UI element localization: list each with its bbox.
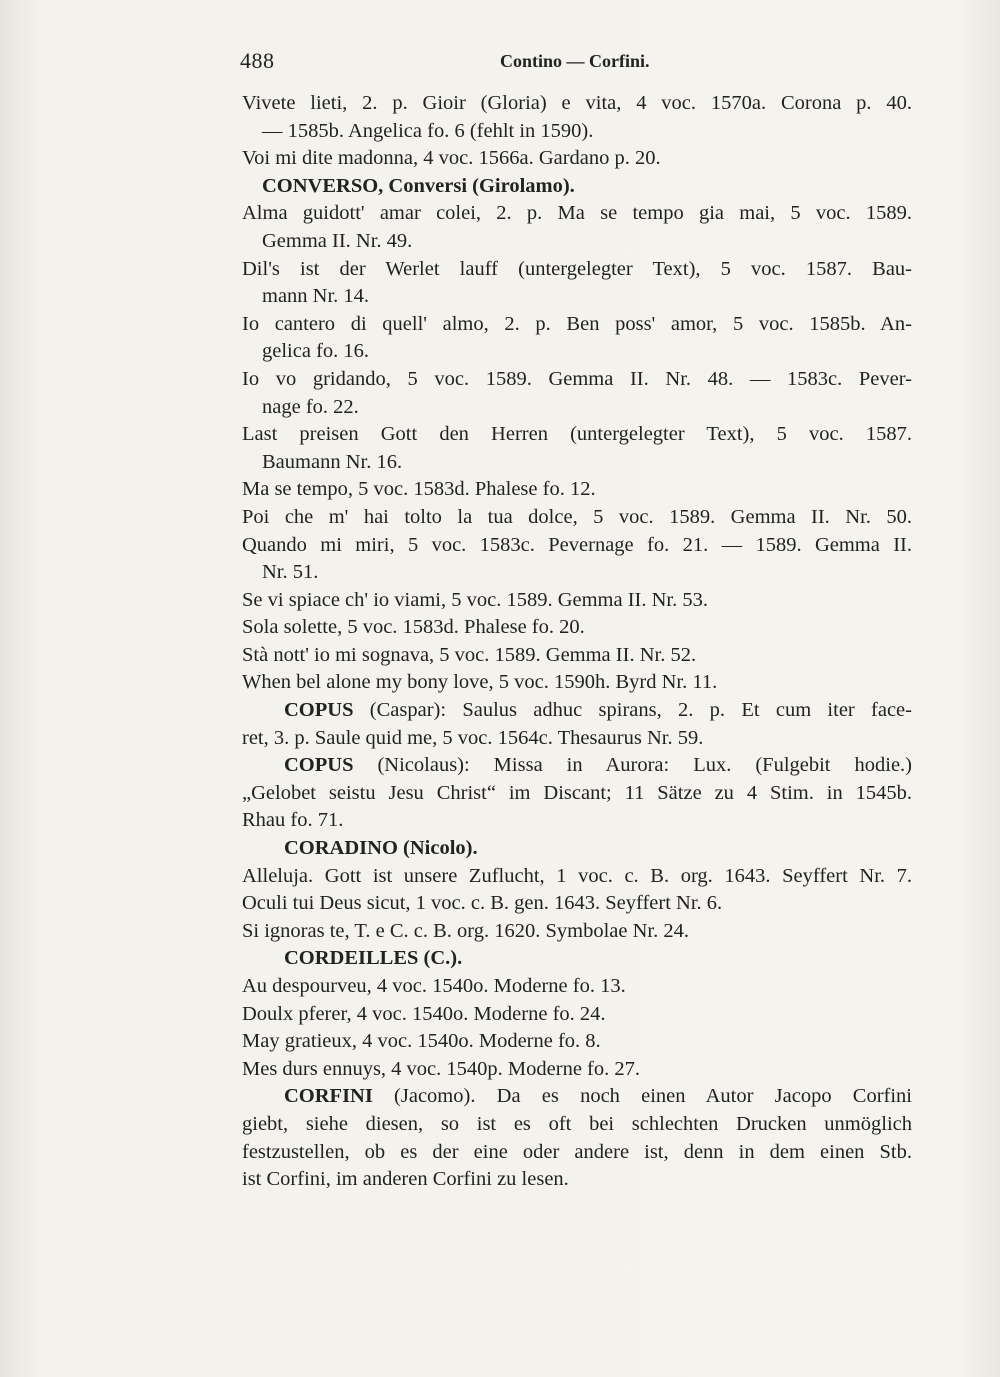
entry-name: COPUS <box>284 754 354 777</box>
text-line: Au despourveu, 4 voc. 1540o. Moderne fo. 13. <box>242 975 626 997</box>
text-line: Baumann Nr. 16. <box>262 450 403 473</box>
text-line: Nr. 51. <box>262 561 319 584</box>
text-line: Poi che m' hai tolto la tua dolce, 5 voc. 1589. Gemma II. Nr. 50. <box>242 505 912 528</box>
text-line: Dil's ist der Werlet lauff (untergelegter Text), 5 voc. 1587. Bau- <box>242 257 912 280</box>
text-line: Voi mi dite madonna, 4 voc. 1566a. Gardano p. 20. <box>242 147 661 170</box>
text-line: Alleluja. Gott ist unsere Zuflucht, 1 voc. c. B. org. 1643. Seyffert Nr. 7. <box>242 864 912 887</box>
text-line: Sola solette, 5 voc. 1583d. Phalese fo. 20. <box>242 616 585 639</box>
text-line: CORDEILLES (C.). <box>284 947 463 970</box>
text-line: Si ignoras te, T. e C. c. B. org. 1620. Symbolae Nr. 24. <box>242 919 689 942</box>
text-line: When bel alone my bony love, 5 voc. 1590h. Byrd Nr. 11. <box>242 671 718 694</box>
text-line: Se vi spiace ch' io viami, 5 voc. 1589. Gemma II. Nr. 53. <box>242 588 708 611</box>
text-line: Quando mi miri, 5 voc. 1583c. Pevernage fo. 21. — 1589. Gemma II. <box>242 533 912 556</box>
text-line: Doulx pferer, 4 voc. 1540o. Moderne fo. 24. <box>242 1002 606 1025</box>
text-line: Rhau fo. 71. <box>242 809 344 832</box>
text-line: festzustellen, ob es der eine oder andere ist, denn in dem einen Stb. <box>242 1140 912 1163</box>
text-line: ist Corfini, im anderen Corfini zu lesen. <box>242 1168 569 1191</box>
entry-rest: (Nicolaus): Missa in Aurora: Lux. (Fulgebit hodie.) <box>353 754 912 777</box>
entry-name: COPUS <box>284 699 354 722</box>
text-line: Io vo gridando, 5 voc. 1589. Gemma II. Nr. 48. — 1583c. Pever- <box>242 367 912 390</box>
text-line: Stà nott' io mi sognava, 5 voc. 1589. Gemma II. Nr. 52. <box>242 643 697 666</box>
running-head: Contino — Corfini. <box>500 51 650 71</box>
text-line: Ma se tempo, 5 voc. 1583d. Phalese fo. 12. <box>242 478 596 501</box>
text-line: Last preisen Gott den Herren (untergelegter Text), 5 voc. 1587. <box>242 423 912 446</box>
text-line <box>242 752 912 780</box>
text-line: — 1585b. Angelica fo. 6 (fehlt in 1590). <box>262 119 594 142</box>
page-header <box>240 48 910 84</box>
text-line: Gemma II. Nr. 49. <box>262 229 413 252</box>
entry-rest: (Jacomo). Da es noch einen Autor Jacopo Corfini <box>372 1085 912 1108</box>
text-line: Oculi tui Deus sicut, 1 voc. c. B. gen. 1643. Seyffert Nr. 6. <box>242 892 723 915</box>
text-line: Mes durs ennuys, 4 voc. 1540p. Moderne fo. 27. <box>242 1057 640 1080</box>
text-line: Vivete lieti, 2. p. Gioir (Gloria) e vita, 4 voc. 1570a. Corona p. 40. <box>242 92 912 114</box>
text-line: giebt, siehe diesen, so ist es oft bei schlechten Drucken unmöglich <box>242 1112 912 1135</box>
text-line: ret, 3. p. Saule quid me, 5 voc. 1564c. Thesaurus Nr. 59. <box>242 726 704 749</box>
entry-rest: (Caspar): Saulus adhuc spirans, 2. p. Et cum iter face- <box>353 699 912 722</box>
text-line: CONVERSO, Conversi (Girolamo). <box>262 174 575 197</box>
body-text <box>242 90 912 1194</box>
text-line: gelica fo. 16. <box>262 340 370 363</box>
text-line <box>242 1083 912 1111</box>
text-line: nage fo. 22. <box>262 395 359 418</box>
text-line: May gratieux, 4 voc. 1540o. Moderne fo. 8. <box>242 1030 601 1053</box>
text-line: mann Nr. 14. <box>262 285 370 308</box>
text-line <box>242 697 912 725</box>
text-line: „Gelobet seistu Jesu Christ“ im Discant; 11 Sätze zu 4 Stim. in 1545b. <box>242 781 912 804</box>
page-number: 488 <box>240 48 275 73</box>
text-line: Io cantero di quell' almo, 2. p. Ben poss' amor, 5 voc. 1585b. An- <box>242 312 912 335</box>
text-line: Alma guidott' amar colei, 2. p. Ma se tempo gia mai, 5 voc. 1589. <box>242 202 912 225</box>
text-line: CORADINO (Nicolo). <box>284 837 478 860</box>
entry-name: CORFINI <box>284 1085 373 1108</box>
